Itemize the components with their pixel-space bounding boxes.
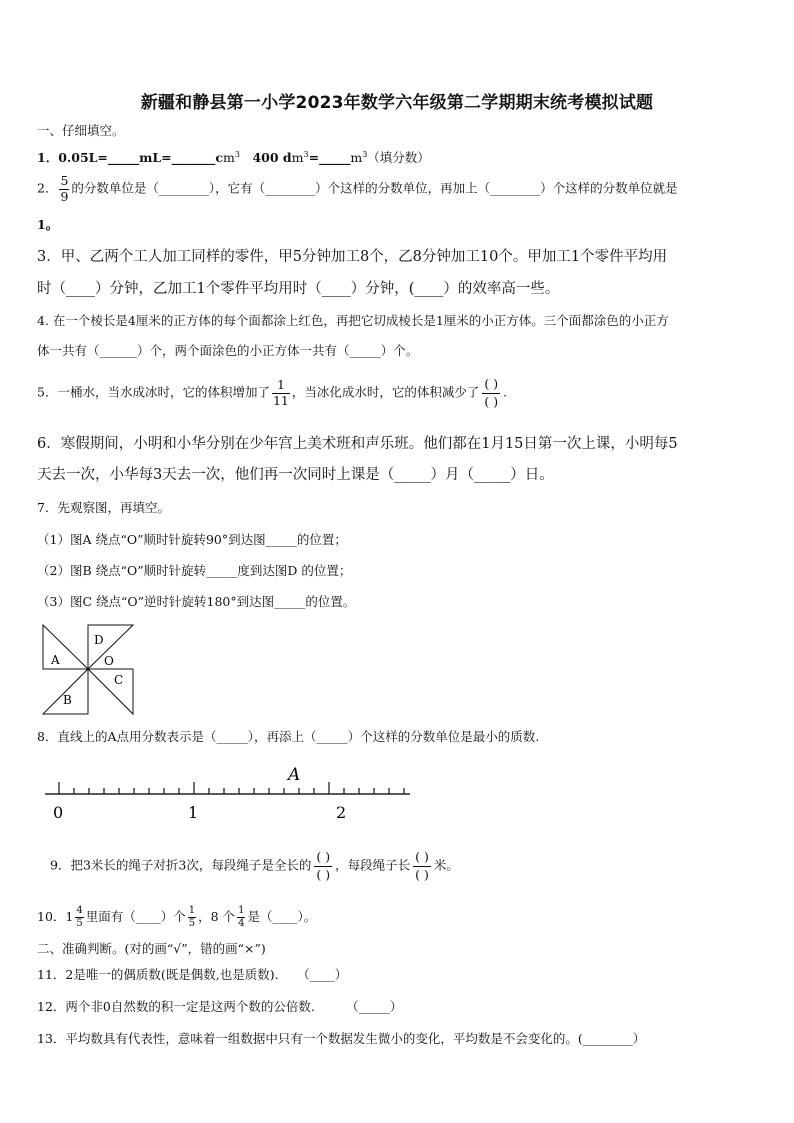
answer-fraction-blank[interactable]: $\frac{( )}{( )}$: [484, 376, 499, 409]
fraction-1-4: $\frac{1}{4}$: [238, 905, 245, 929]
label-d: D: [94, 633, 104, 647]
question-6-line-1: 6．寒假期间，小明和小华分别在少年宫上美术班和声乐班。他们都在1月15日第一次上课，小明每5: [37, 436, 678, 452]
tick-label-0: 0: [53, 803, 64, 822]
question-13: 13．平均数具有代表性，意味着一组数据中只有一个数据发生微小的变化，平均数是不会变化的。(________）: [37, 1031, 646, 1046]
answer-fraction-blank-2[interactable]: $\frac{( )}{( )}$: [415, 849, 429, 882]
answer-fraction-blank-1[interactable]: $\frac{( )}{( )}$: [316, 849, 331, 882]
question-4-line-1: 4. 在一个棱长是4厘米的正方体的每个面都涂上红色，再把它切成棱长是1厘米的小正方体。三个面都涂色的小正方: [37, 313, 669, 328]
question-6-line-2: 天去一次，小华每3天去一次，他们再一次同时上课是（_____）月（_____）日。: [37, 467, 554, 483]
question-5: 5．一桶水，当水成冰时，它的体积增加了 $\frac{1}{11}$ ，当冰化成水时，它的体积减少了 $\frac{( )}{( )}$ .: [37, 376, 508, 409]
section-2-heading: 二、准确判断。(对的画“√”，错的画“×”): [37, 941, 266, 956]
label-a: A: [51, 653, 60, 667]
tick-label-1: 1: [188, 803, 199, 822]
fraction-5-9: $\frac{5}{9}$: [60, 173, 69, 204]
question-2: 2． $\frac{5}{9}$ 的分数单位是（________），它有（________）个这样的分数单位，再加上（________）个这样的分数单位就是: [37, 173, 678, 204]
fraction-4-5: $\frac{4}{5}$: [76, 905, 83, 929]
question-7-sub-3: （3）图C 绕点“O”逆时针旋转180°到达图_____的位置。: [37, 594, 356, 609]
pinwheel-figure: [40, 622, 136, 718]
section-1-heading: 一、仔细填空。: [37, 123, 125, 138]
triangle-a: [43, 625, 88, 669]
question-11: 11．2是唯一的偶质数(既是偶数,也是质数). （____）: [37, 967, 348, 982]
label-o: O: [104, 654, 114, 668]
fraction-1-5: $\frac{1}{5}$: [188, 905, 196, 929]
question-8: 8．直线上的A点用分数表示是（_____），再添上（_____）个这样的分数单位是最小的质数.: [37, 729, 540, 744]
point-a-label: A: [288, 765, 301, 785]
question-7-sub-2: （2）图B 绕点“O”顺时针旋转_____度到达图D 的位置；: [37, 563, 352, 578]
label-c: C: [114, 673, 124, 687]
fraction-1-11: $\frac{1}{11}$: [272, 377, 289, 408]
question-4-line-2: 体一共有（______）个，两个面涂色的小正方体一共有（_____）个。: [37, 343, 419, 358]
tick-label-2: 2: [336, 803, 347, 822]
label-b: B: [63, 693, 72, 707]
question-3-line-2: 时（____）分钟，乙加工1个零件平均用时（____）分钟，(____）的效率高一些。: [37, 281, 560, 297]
number-line: [40, 760, 414, 824]
question-2-cont: 1。: [37, 217, 59, 232]
page-title: 新疆和静县第一小学2023年数学六年级第二学期期末统考模拟试题: [140, 93, 654, 113]
question-3-line-1: 3．甲、乙两个工人加工同样的零件，甲5分钟加工8个，乙8分钟加工10个。甲加工1个零件平均用: [37, 249, 668, 265]
question-1: 1．$0.05L=\_\_\_\_\_mL=\_\_\_\_\_\_\_cm^3$ 400 $dm^3=\_\_\_\_\_m^3$（填分数）: [37, 150, 430, 166]
triangle-c: [88, 669, 133, 714]
question-12: 12．两个非0自然数的积一定是这两个数的公倍数. （_____）: [37, 999, 403, 1014]
question-7-heading: 7．先观察图，再填空。: [37, 500, 170, 515]
question-10: 10．1 $\frac{4}{5}$ 里面有（____）个 $\frac{1}{5}$ ，8 个 $\frac{1}{4}$ 是（____）。: [37, 905, 317, 929]
question-7-sub-1: （1）图A 绕点“O”顺时针旋转90°到达图_____的位置；: [37, 532, 347, 547]
triangle-b: [43, 669, 88, 714]
question-9: 9．把3米长的绳子对折3次，每段绳子是全长的 $\frac{( )}{( )}$ ，每段绳子长 $\frac{( )}{( )}$ 米。: [50, 849, 459, 882]
